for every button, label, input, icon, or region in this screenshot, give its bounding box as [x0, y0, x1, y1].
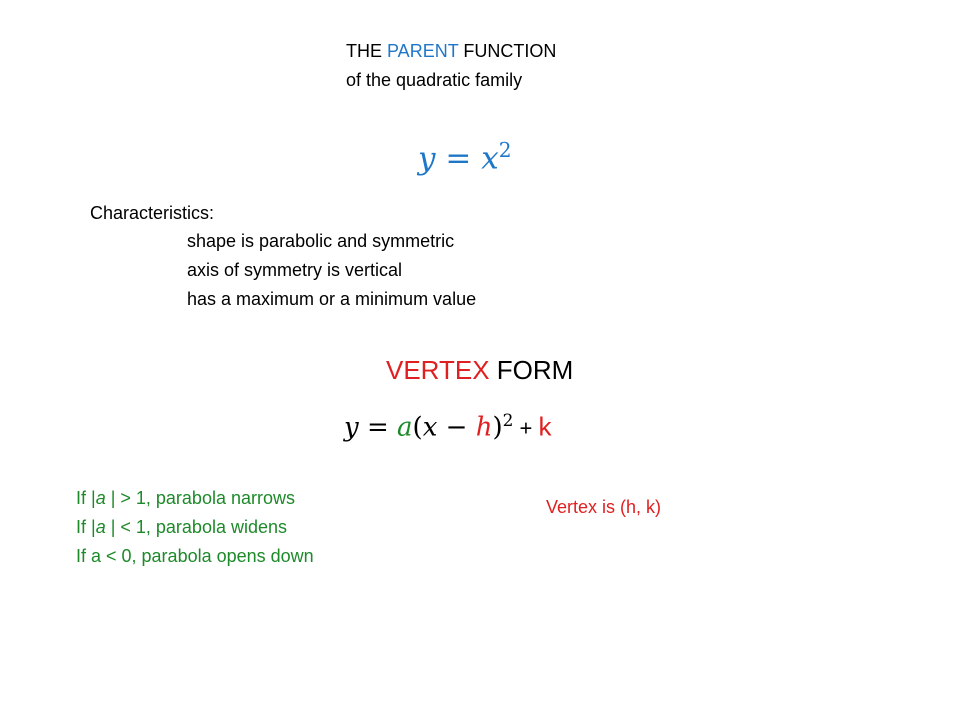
rule-narrows [76, 488, 295, 509]
vf-open-paren: ( [412, 412, 423, 443]
rule-2-a: a [95, 517, 106, 537]
vertex-form-title [386, 355, 573, 386]
vf-close-paren: ) [492, 412, 503, 443]
vf-x: x [422, 412, 438, 443]
form-word: FORM [489, 355, 574, 385]
vf-y: y [344, 412, 359, 443]
rule-1-a: a [95, 488, 106, 508]
header-suffix: FUNCTION [458, 41, 557, 61]
parent-eq-x: x [481, 140, 499, 177]
rule-1-text: | > 1, parabola narrows [105, 488, 295, 508]
vf-k: k [538, 411, 552, 442]
characteristics-heading: Characteristics: [90, 203, 215, 223]
rule-widens [76, 517, 287, 538]
parent-eq-y: y [418, 140, 436, 177]
rule-1-prefix: If | [76, 488, 96, 508]
vertex-note: Vertex is (h, k) [546, 497, 662, 517]
characteristic-item: has a maximum or a minimum value [187, 289, 477, 309]
vf-minus: − [437, 412, 476, 443]
parent-equation [418, 138, 512, 176]
vf-exponent: 2 [502, 410, 514, 430]
header-line-2: of the quadratic family [346, 70, 523, 90]
vertex-word: VERTEX [386, 355, 490, 385]
vf-plus: + [513, 415, 539, 441]
vertex-form-equation [344, 410, 551, 443]
vf-equals: = [358, 412, 398, 443]
header-prefix: THE [346, 41, 388, 61]
vf-h: h [475, 412, 493, 443]
parent-eq-equals: = [435, 140, 482, 177]
characteristic-item: shape is parabolic and symmetric [187, 231, 455, 251]
rule-opens-down: If a < 0, parabola opens down [76, 546, 314, 566]
characteristic-item: axis of symmetry is vertical [187, 260, 403, 280]
parent-eq-exponent: 2 [498, 138, 512, 162]
header-line-1 [346, 41, 556, 62]
rule-2-prefix: If | [76, 517, 96, 537]
rule-2-text: | < 1, parabola widens [105, 517, 287, 537]
vf-a: a [397, 412, 413, 443]
header-parent-word: PARENT [387, 41, 459, 61]
